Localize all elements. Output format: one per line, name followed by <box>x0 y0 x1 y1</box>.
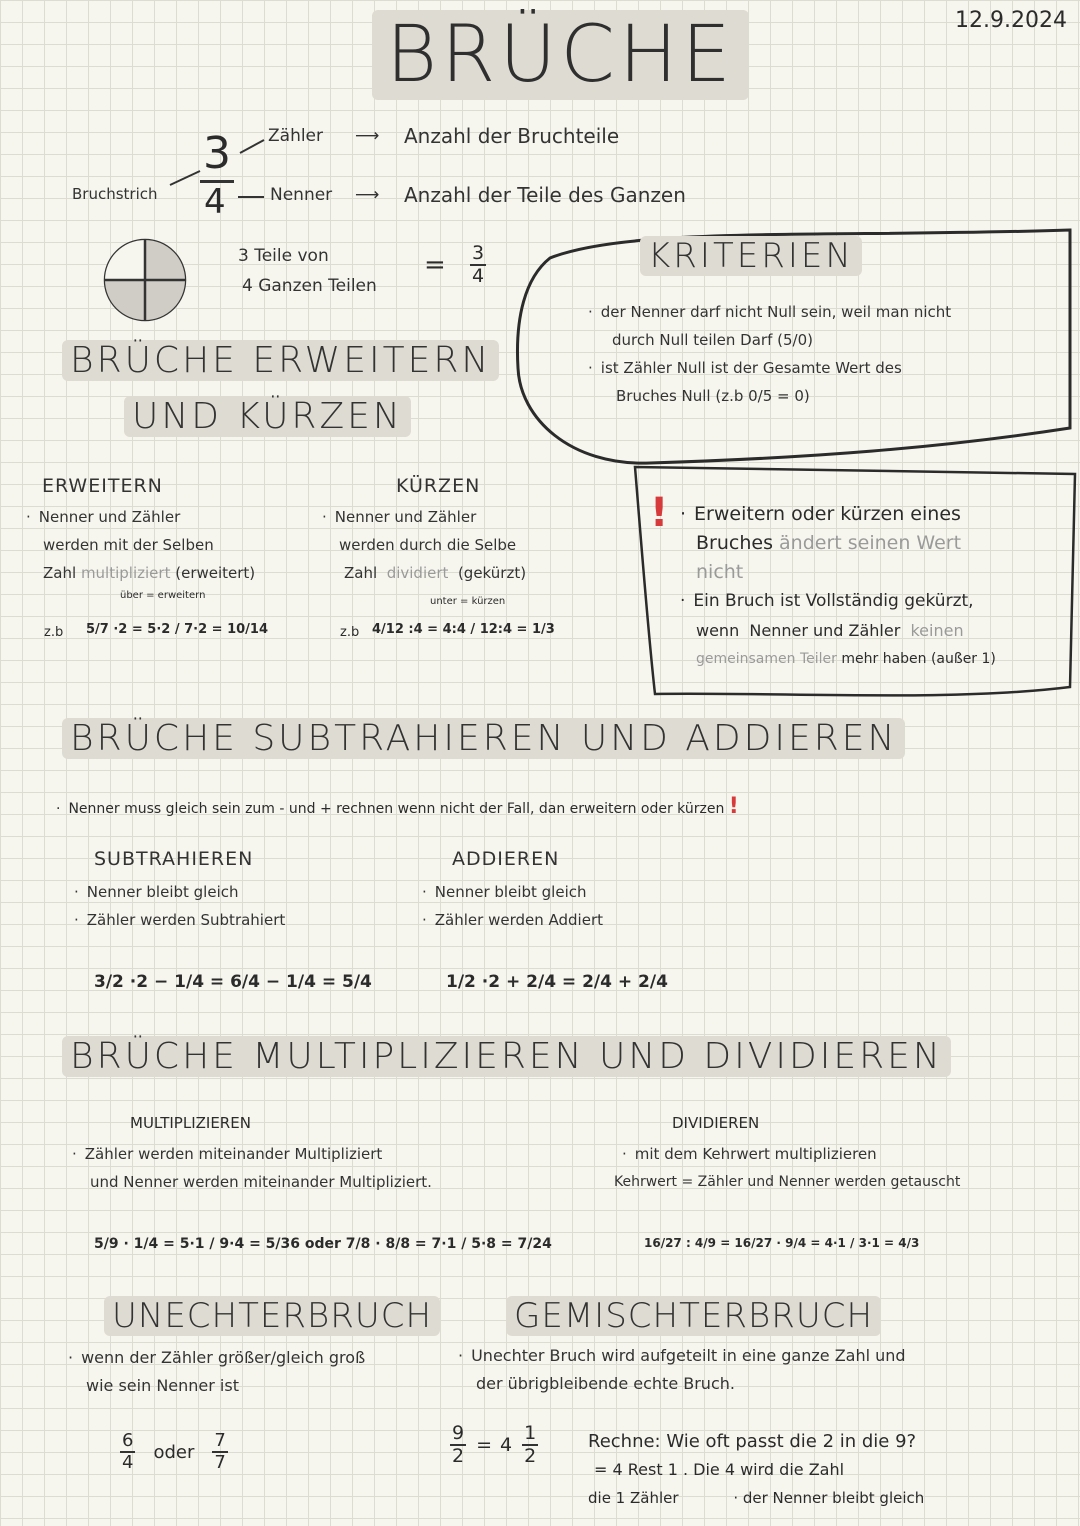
div-heading: DIVIDIEREN <box>672 1114 760 1132</box>
erweitern-example: 5/7 ·2 = 5·2 / 7·2 = 10/14 <box>86 622 269 637</box>
warning-mark-icon: ! <box>650 490 669 536</box>
example-fraction: $\frac{3}{4}$ <box>472 242 485 287</box>
gemischt-calc4: · der Nenner bleibt gleich <box>733 1489 925 1507</box>
sub-add-note-text: · Nenner muss gleich sein zum - und + rechnen wenn nicht der Fall, dan erweitern oder kürzen <box>56 801 724 817</box>
add-example: 1/2 ·2 + 2/4 = 2/4 + 2/4 <box>446 972 668 992</box>
erweitern-line1: · Nenner und Zähler <box>26 503 306 531</box>
mul-example: 5/9 · 1/4 = 5·1 / 9·4 = 5/36 oder 7/8 · 8/8 = 7·1 / 5·8 = 7/24 <box>94 1236 552 1252</box>
erweitern-text <box>26 503 306 587</box>
text-nenner: Anzahl der Teile des Ganzen <box>404 183 686 207</box>
erweitern-heading: ERWEITERN <box>42 475 163 497</box>
add-line1: · Nenner bleibt gleich <box>422 878 603 906</box>
gemischt-eq: = <box>476 1434 493 1456</box>
arrow-nenner: ⟶ <box>355 185 380 205</box>
sub-add-warning-icon: ! <box>728 794 739 819</box>
sub-add-heading: BRÜCHE SUBTRAHIEREN UND ADDIEREN <box>62 718 905 759</box>
mul-heading: MULTIPLIZIEREN <box>130 1114 251 1132</box>
gemischt-text <box>458 1342 906 1398</box>
erweitern-line3: Zahl multipliziert (erweitert) <box>43 564 256 582</box>
unecht-example-b: $\frac{7}{7}$ <box>214 1430 226 1473</box>
warning-line5: wenn Nenner und Zähler keinen <box>696 621 964 640</box>
gemischt-calc1: Rechne: Wie oft passt die 2 in die 9? <box>588 1431 917 1452</box>
date: 12.9.2024 <box>955 8 1067 33</box>
mul-text <box>72 1140 432 1196</box>
sub-add-note <box>56 794 739 819</box>
page-title: BRÜCHE <box>372 10 749 100</box>
example-equals: = <box>424 250 446 280</box>
warning-text <box>680 500 1075 674</box>
warning-line2: Bruches ändert seinen Wert <box>696 532 962 554</box>
gemischt-improper: $\frac{9}{2}$ <box>452 1422 465 1467</box>
text-zaehler: Anzahl der Bruchteile <box>404 124 620 148</box>
kuerzen-text <box>322 503 622 587</box>
mul-line1: · Zähler werden miteinander Multipliziert <box>72 1140 432 1168</box>
div-line2: Kehrwert = Zähler und Nenner werden getauscht <box>614 1174 961 1190</box>
kuerzen-note: unter = kürzen <box>430 596 506 607</box>
gemischt-line1: · Unechter Bruch wird aufgeteilt in eine ganze Zahl und <box>458 1342 906 1370</box>
kuerzen-line1: · Nenner und Zähler <box>322 503 622 531</box>
kuerzen-example: 4/12 :4 = 4:4 / 12:4 = 1/3 <box>372 622 555 637</box>
erweitern-kuerzen-heading2: UND KÜRZEN <box>124 396 411 437</box>
sub-line2: · Zähler werden Subtrahiert <box>74 906 285 934</box>
div-line1: · mit dem Kehrwert multiplizieren <box>614 1140 960 1168</box>
gemischt-whole: 4 <box>500 1434 513 1456</box>
mul-line2: und Nenner werden miteinander Multipliziert. <box>90 1173 432 1191</box>
mul-div-heading: BRÜCHE MULTIPLIZIEREN UND DIVIDIEREN <box>62 1036 951 1077</box>
kuerzen-line3: Zahl dividiert (gekürzt) <box>344 564 527 582</box>
sub-heading: SUBTRAHIEREN <box>94 848 254 870</box>
add-heading: ADDIEREN <box>452 848 560 870</box>
anatomy-numerator: 3 <box>203 128 231 179</box>
erweitern-zb: z.b <box>44 625 64 640</box>
unecht-text <box>68 1344 365 1400</box>
gemischt-calc3-row <box>588 1484 924 1512</box>
circle-quarters-icon <box>100 235 190 325</box>
example-line1: 3 Teile von <box>238 246 329 266</box>
sub-line1: · Nenner bleibt gleich <box>74 878 285 906</box>
sub-text <box>74 878 285 934</box>
warning-line3: nicht <box>696 561 744 583</box>
kuerzen-line2: werden durch die Selbe <box>339 536 517 554</box>
kriterien-text <box>588 298 1058 410</box>
anatomy-lines <box>160 135 270 215</box>
erweitern-note: über = erweitern <box>120 590 206 601</box>
gemischt-calc2: = 4 Rest 1 . Die 4 wird die Zahl <box>594 1460 845 1479</box>
warning-line1: · Erweitern oder kürzen eines <box>680 500 1075 529</box>
gemischt-rest: $\frac{1}{2}$ <box>524 1422 537 1467</box>
add-line2: · Zähler werden Addiert <box>422 906 603 934</box>
gemischt-line2: der übrigbleibende echte Bruch. <box>476 1374 735 1393</box>
label-zaehler: Zähler <box>268 126 324 146</box>
kriterien-line2: durch Null teilen Darf (5/0) <box>612 331 813 349</box>
anatomy-denominator: 4 <box>204 182 226 222</box>
kuerzen-zb: z.b <box>340 625 360 640</box>
warning-line6: gemeinsamen Teiler mehr haben (außer 1) <box>696 651 996 667</box>
unecht-examples <box>118 1432 230 1472</box>
unecht-oder: oder <box>153 1441 195 1463</box>
gemischt-heading: GEMISCHTERBRUCH <box>506 1296 881 1336</box>
kriterien-line1: · der Nenner darf nicht Null sein, weil man nicht <box>588 298 1058 326</box>
unecht-heading: UNECHTERBRUCH <box>104 1296 440 1336</box>
div-example: 16/27 : 4/9 = 16/27 · 9/4 = 4·1 / 3·1 = 4/3 <box>644 1236 920 1250</box>
gemischt-example <box>448 1424 540 1466</box>
sub-example: 3/2 ·2 − 1/4 = 6/4 − 1/4 = 5/4 <box>94 972 372 992</box>
kuerzen-heading: KÜRZEN <box>396 475 481 497</box>
label-nenner: Nenner <box>270 185 333 205</box>
example-line2: 4 Ganzen Teilen <box>242 276 377 296</box>
arrow-zaehler: ⟶ <box>355 126 380 146</box>
label-bruchstrich: Bruchstrich <box>72 185 158 203</box>
unecht-line1: · wenn der Zähler größer/gleich groß <box>68 1344 365 1372</box>
erweitern-line2: werden mit der Selben <box>43 536 214 554</box>
erweitern-kuerzen-heading1: BRÜCHE ERWEITERN <box>62 340 499 381</box>
kriterien-line4: Bruches Null (z.b 0/5 = 0) <box>616 387 810 405</box>
unecht-example-a: $\frac{6}{4}$ <box>122 1430 134 1473</box>
kriterien-line3: · ist Zähler Null ist der Gesamte Wert des <box>588 354 1058 382</box>
unecht-line2: wie sein Nenner ist <box>86 1376 239 1395</box>
kriterien-heading: KRITERIEN <box>640 236 862 276</box>
warning-line4: · Ein Bruch ist Vollständig gekürzt, <box>680 587 1075 616</box>
add-text <box>422 878 603 934</box>
gemischt-calc3: die 1 Zähler <box>588 1489 679 1507</box>
div-text <box>614 1140 960 1196</box>
gemischt-calc <box>588 1428 924 1512</box>
